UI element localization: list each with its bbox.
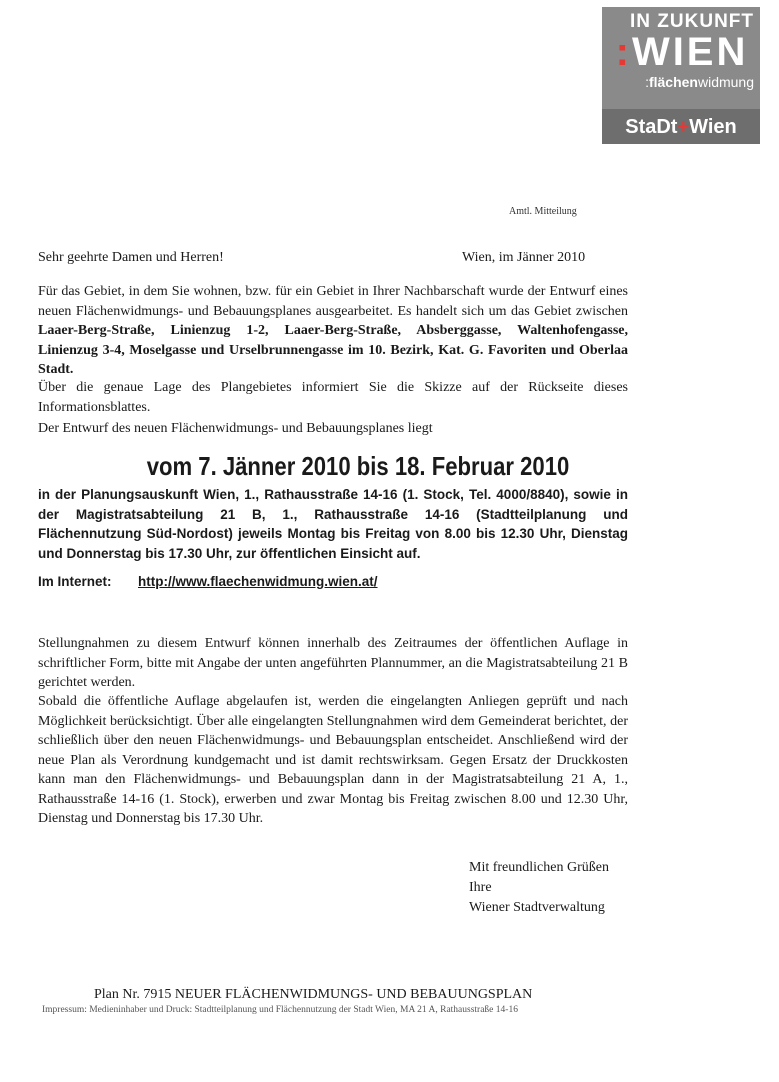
logo-flaechenwidmung: :flächenwidmung bbox=[645, 74, 754, 90]
logo-stadt-wien: StaDt+Wien bbox=[625, 116, 737, 138]
internet-label: Im Internet: bbox=[38, 574, 112, 589]
paragraph-location-info: Über die genaue Lage des Plangebietes informiert Sie die Skizze auf der Rückseite dieses Informationsblattes. bbox=[38, 380, 628, 415]
logo-wien: :WIEN bbox=[615, 30, 749, 74]
logo-in-zukunft: IN ZUKUNFT bbox=[630, 11, 754, 32]
closing-ihre: Ihre bbox=[469, 880, 492, 895]
impressum: Impressum: Medieninhaber und Druck: Stadtteilplanung und Flächennutzung der Stadt Wien, MA 21 A, Rathausstraße 14-16 bbox=[42, 1005, 518, 1015]
paragraph-display-intro: Der Entwurf des neuen Flächenwidmungs- und Bebauungsplanes liegt bbox=[38, 421, 433, 436]
closing-regards: Mit freundlichen Grüßen bbox=[469, 860, 609, 875]
paragraph-locations-hours: in der Planungsauskunft Wien, 1., Rathausstraße 14-16 (1. Stock, Tel. 4000/8840), sowie in der Magistratsabteilung 21 B, 1., Rathausstraße 14-16 (Stadtteilplanung und Flächennutzung Süd-Nordost) jeweils Montag bis Freitag von 8.00 bis 12.30 Uhr, Dienstag und Donnerstag bis 17.30 Uhr, zur öffentlichen Einsicht auf. bbox=[38, 487, 628, 561]
stadt-wien-logo bbox=[602, 7, 760, 144]
salutation: Sehr geehrte Damen und Herren! bbox=[38, 250, 224, 265]
closing-sender: Wiener Stadtverwaltung bbox=[469, 900, 605, 915]
display-period-headline: vom 7. Jänner 2010 bis 18. Februar 2010 bbox=[146, 451, 570, 481]
paragraph-statements: Stellungnahmen zu diesem Entwurf können innerhalb des Zeitraumes der öffentlichen Auflage in schriftlicher Form, bitte mit Angabe der unten angeführten Plannummer, an die Magistratsabteilung 21 B gerichtet werden. bbox=[38, 636, 628, 690]
flaechenwidmung-link[interactable]: http://www.flaechenwidmung.wien.at/ bbox=[138, 574, 378, 589]
paragraph-area-description: Für das Gebiet, in dem Sie wohnen, bzw. für ein Gebiet in Ihrer Nachbarschaft wurde der Entwurf eines neuen Flächenwidmungs- und Bebauungsplanes ausgearbeitet. Es handelt sich um das Gebiet zwischen Laaer-Berg-Straße, Linienzug 1-2, Laaer-Berg-Straße, Absberggasse, Waltenhofengasse, Linienzug 3-4, Moselgasse und Urselbrunnengasse im 10. Bezirk, Kat. G. Favoriten und Oberlaa Stadt. bbox=[38, 284, 628, 377]
plan-number: Plan Nr. 7915 NEUER FLÄCHENWIDMUNGS- UND BEBAUUNGSPLAN bbox=[94, 987, 533, 1002]
amtliche-mitteilung: Amtl. Mitteilung bbox=[509, 206, 577, 217]
logo-stadt-wien-bar bbox=[602, 109, 760, 144]
place-date: Wien, im Jänner 2010 bbox=[462, 250, 586, 265]
closing-signature bbox=[469, 858, 609, 918]
paragraph-procedure: Sobald die öffentliche Auflage abgelaufen ist, werden die eingelangten Anliegen geprüft und nach Möglichkeit berücksichtigt. Über alle eingelangten Stellungnahmen wird dem Gemeinderat berichtet, der schließlich über den neuen Flächenwidmungs- und Bebauungsplan entscheidet. Anschließend wird der neue Plan als Verordnung kundgemacht und ist damit rechtswirksam. Gegen Ersatz der Druckkosten kann man den Flächenwidmungs- und Bebauungsplan dann in der Magistratsabteilung 21 A, 1., Rathausstraße 14-16 (1. Stock), erwerben und zwar Montag bis Freitag zwischen 8.00 und 12.30 Uhr, Dienstag und Donnerstag bis 17.30 Uhr. bbox=[38, 694, 628, 826]
area-streets: Laaer-Berg-Straße, Linienzug 1-2, Laaer-Berg-Straße, Absberggasse, Waltenhofengasse, Linienzug 3-4, Moselgasse und Urselbrunnengasse im 10. Bezirk, Kat. G. Favoriten und Oberlaa Stadt. bbox=[38, 323, 628, 377]
cross-icon: + bbox=[677, 116, 690, 138]
